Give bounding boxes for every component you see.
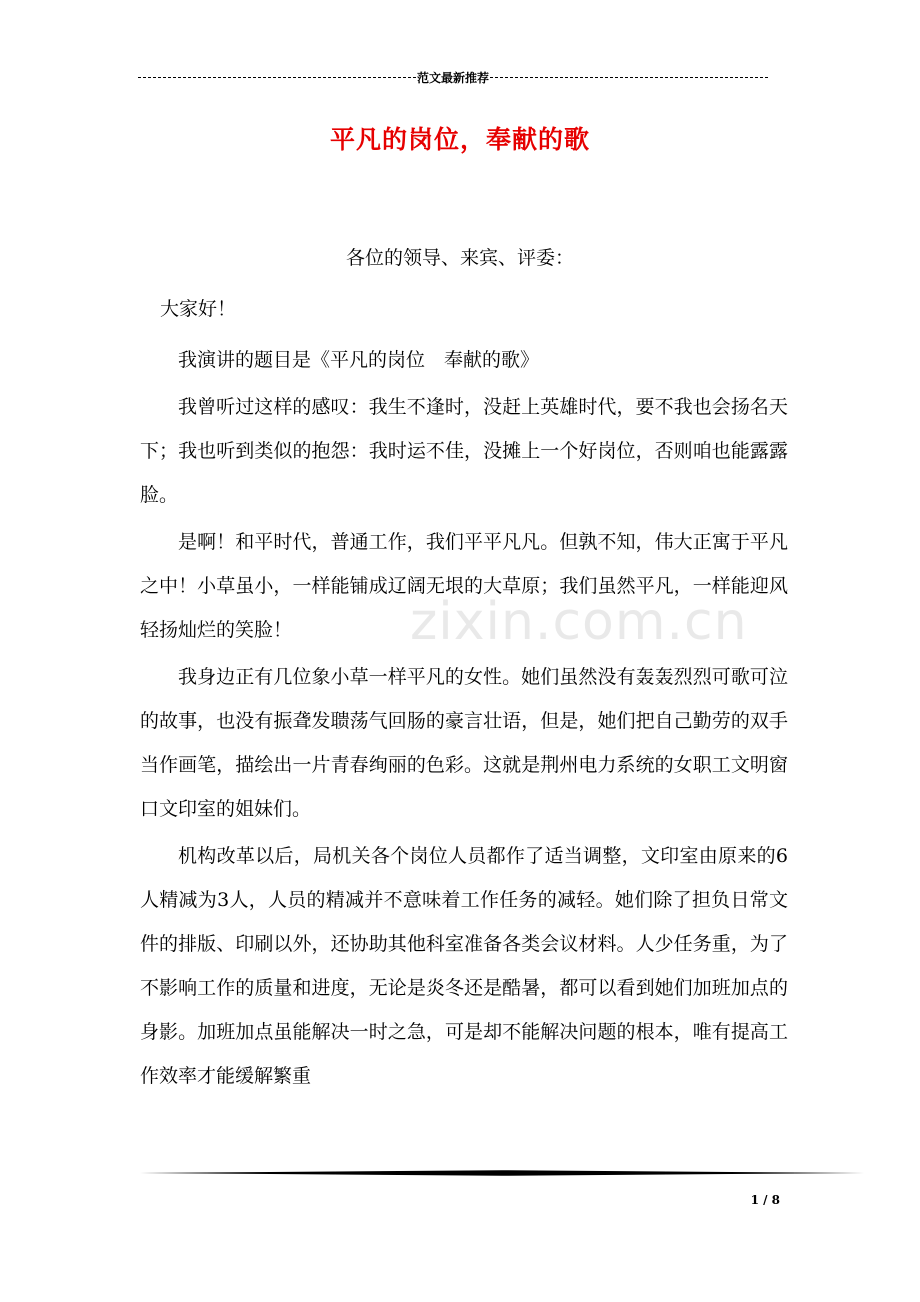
header-dash-right xyxy=(490,77,768,78)
watermark: zixin.com.cn xyxy=(410,592,748,652)
document-title: 平凡的岗位，奉献的歌 xyxy=(329,125,590,154)
page-header xyxy=(138,68,768,86)
footer-rule xyxy=(140,1169,864,1177)
paragraph-speech-topic: 我演讲的题目是《平凡的岗位 奉献的歌》 xyxy=(178,349,540,371)
paragraph-complaints: 我曾听过这样的感叹：我生不逢时，没赶上英雄时代，要不我也会扬名天下；我也听到类似的抱怨：我时运不佳，没摊上一个好岗位，否则咱也能露露脸。 xyxy=(140,396,788,506)
paragraph-women-colleagues: 我身边正有几位象小草一样平凡的女性。她们虽然没有轰轰烈烈可歌可泣的故事，也没有振聋发聩荡气回肠的豪言壮语，但是，她们把自己勤劳的双手当作画笔，描绘出一片青春绚丽的色彩。这就是荆州电力系统的女职工文明窗口文印室的姐妹们。 xyxy=(140,666,788,820)
document-body xyxy=(140,338,788,1101)
paragraph-reform: 机构改革以后，局机关各个岗位人员都作了适当调整，文印室由原来的6人精减为3人，人员的精减并不意味着工作任务的减轻。她们除了担负日常文件的排版、印刷以外，还协助其他科室准备各类会议材料。人少任务重，为了不影响工作的质量和进度，无论是炎冬还是酷暑，都可以看到她们加班加点的身影。加班加点虽能解决一时之急，可是却不能解决问题的根本，唯有提高工作效率才能缓解繁重 xyxy=(140,845,788,1087)
salutation: 各位的领导、来宾、评委： xyxy=(345,247,574,269)
header-label: 范文最新推荐 xyxy=(417,70,490,85)
page-number: 1 / 8 xyxy=(750,1193,780,1207)
header-dash-left xyxy=(138,77,416,78)
greeting: 大家好！ xyxy=(160,298,237,320)
paragraph-ordinary-greatness: 是啊！和平时代，普通工作，我们平平凡凡。但孰不知，伟大正寓于平凡之中！小草虽小，一样能铺成辽阔无垠的大草原；我们虽然平凡，一样能迎风轻扬灿烂的笑脸！ xyxy=(140,531,788,641)
